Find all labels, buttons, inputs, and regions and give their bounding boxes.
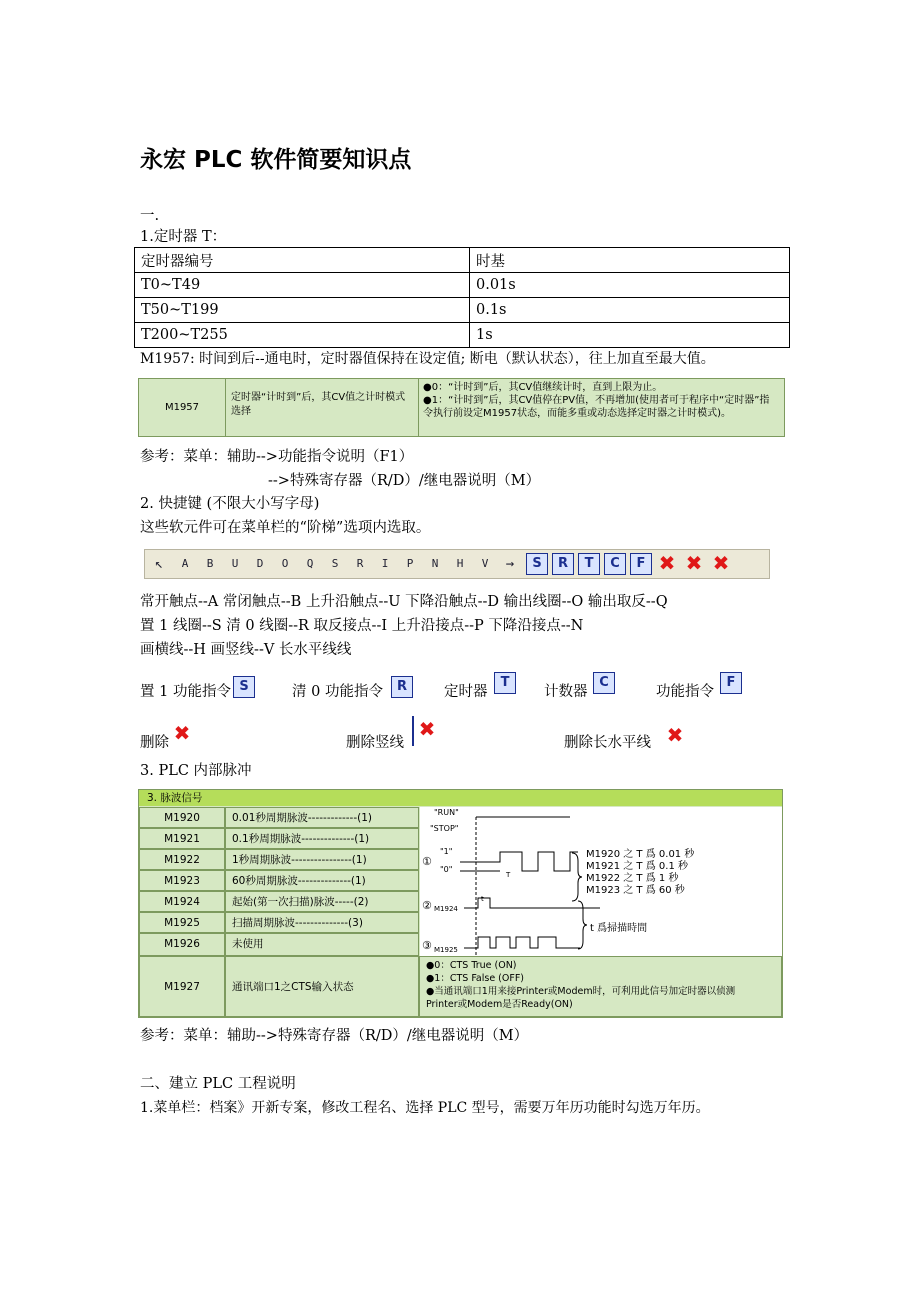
label-m1924: M1924 [434, 905, 458, 913]
m1927-opt2: ●当通讯端口1用来接Printer或Modem时，可利用此信号加定时器以侦测 [426, 986, 736, 997]
m1957-box [138, 378, 785, 437]
delete-icon[interactable]: ✖ [658, 551, 676, 575]
invert-contact-icon[interactable]: I [381, 557, 389, 570]
label-delete: 删除 [140, 735, 169, 751]
label-run: "RUN" [434, 808, 459, 817]
shortcut-line1: 常开触点--A 常闭触点--B 上升沿触点--U 下降沿触点--D 输出线圈--O 输出取反--Q [140, 594, 668, 610]
reset-function-icon: R [391, 676, 413, 698]
long-hline-icon[interactable]: → [505, 556, 515, 572]
m1957-opt0: ●0：“计时到”后，其CV值继续计时，直到上限为止。 [423, 382, 663, 393]
m1927-opt0: ●0：CTS True (ON) [426, 960, 517, 971]
contact-nc-icon[interactable]: B [206, 557, 214, 570]
counter-icon: C [593, 672, 615, 694]
table-cell: 60秒周期脉波--------------(1) [225, 870, 419, 891]
table-cell: T200~T255 [135, 323, 470, 348]
table-cell: M1925 [139, 912, 225, 933]
label-function: 功能指令 [656, 684, 714, 700]
function-icon: F [720, 672, 742, 694]
ref2: 参考：菜单：辅助-->特殊寄存器（R/D）/继电器说明（M） [140, 1028, 529, 1044]
contact-no-icon[interactable]: A [181, 557, 189, 570]
delete-vline-icon[interactable]: ✖ [685, 551, 703, 575]
label-zero: "0" [440, 865, 453, 874]
table-cell: T50~T199 [135, 298, 470, 323]
table-cell: 通讯端口1之CTS输入状态 [225, 956, 419, 1017]
timer-heading: 1.定时器 T： [140, 229, 227, 245]
ladder-toolbar [144, 549, 770, 579]
reset-function-icon[interactable]: R [552, 553, 574, 575]
section2-line1: 1.菜单栏：档案》开新专案，修改工程名、选择 PLC 型号，需要万年历功能时勾选万年历。 [140, 1100, 710, 1116]
label-one: "1" [440, 847, 453, 856]
label-reset-function: 清 0 功能指令 [292, 684, 383, 700]
m1927-opt3: Printer或Modem是否Ready(ON) [426, 999, 573, 1010]
label-delete-vline: 删除竖线 [346, 735, 404, 751]
label-delete-hline: 删除长水平线 [564, 735, 651, 751]
table-row [135, 323, 790, 348]
vline-icon[interactable]: V [481, 557, 489, 570]
hline-icon[interactable]: H [456, 557, 464, 570]
delete-vline-icon: ✖ [418, 717, 436, 741]
pulse-table-header: 3. 脉波信号 [139, 790, 782, 806]
reset-coil-icon[interactable]: R [356, 557, 364, 570]
delete-hline-icon[interactable]: ✖ [712, 551, 730, 575]
table-cell: 1s [470, 323, 790, 348]
timer-icon: T [494, 672, 516, 694]
coil-icon[interactable]: O [281, 557, 289, 570]
label-m1925: M1925 [434, 946, 458, 954]
m1927-opt1: ●1：CTS False (OFF) [426, 973, 525, 984]
period-line: M1923 之 T 爲 60 秒 [586, 885, 685, 896]
table-cell: M1926 [139, 933, 225, 956]
set-function-icon: S [233, 676, 255, 698]
falling-edge-icon[interactable]: N [431, 557, 439, 570]
divider [418, 379, 419, 436]
shortcut-desc: 这些软元件可在菜单栏的“阶梯”选项内选取。 [140, 520, 431, 536]
m1957-opt1: ●1：“计时到”后，其CV值停在PV值，不再增加(使用者可于程序中“定时器”指令执行前设定M1957状态，而能多重或动态选择定时器之计时模式)。 [423, 395, 770, 419]
delete-icon: ✖ [173, 721, 191, 745]
vline-mark [412, 716, 414, 746]
circle-3: ③ [422, 939, 432, 952]
table-header: 时基 [470, 248, 790, 273]
page-title: 永宏 PLC 软件简要知识点 [140, 147, 412, 173]
table-cell: 起始(第一次扫描)脉波-----(2) [225, 891, 419, 912]
table-cell: M1921 [139, 828, 225, 849]
table-cell: 0.01秒周期脉波-------------(1) [225, 807, 419, 828]
m1957-code: M1957 [139, 379, 226, 436]
function-icon[interactable]: F [630, 553, 652, 575]
timing-diagram [420, 807, 782, 956]
shortcut-line2: 置 1 线圈--S 清 0 线圈--R 取反接点--I 上升沿接点--P 下降沿接点--N [140, 618, 584, 634]
label-scan-t: t [481, 895, 484, 903]
table-cell: M1922 [139, 849, 225, 870]
section2-heading: 二、建立 PLC 工程说明 [140, 1076, 296, 1092]
set-function-icon[interactable]: S [526, 553, 548, 575]
label-set-function: 置 1 功能指令 [140, 684, 231, 700]
table-header: 定时器编号 [135, 248, 470, 273]
scan-time-label: t 爲掃描時間 [590, 923, 648, 934]
shortcut-line3: 画横线--H 画竖线--V 长水平线线 [140, 642, 352, 658]
section1-heading: 一. [140, 208, 160, 224]
inverted-coil-icon[interactable]: Q [306, 557, 314, 570]
circle-1: ① [422, 855, 432, 868]
shortcut-heading: 2. 快捷键 (不限大小写字母) [140, 496, 320, 512]
set-coil-icon[interactable]: S [331, 557, 339, 570]
label-period: T [506, 871, 511, 879]
timer-table [134, 247, 790, 348]
label-timer: 定时器 [444, 684, 488, 700]
m1957-text: M1957: 时间到后--通电时，定时器值保持在设定值; 断电（默认状态），往上加直至最大值。 [140, 351, 715, 367]
timer-icon[interactable]: T [578, 553, 600, 575]
table-cell: 1秒周期脉波----------------(1) [225, 849, 419, 870]
period-list [586, 849, 694, 897]
label-stop: "STOP" [430, 824, 459, 833]
table-row [135, 273, 790, 298]
ref1-line2: -->特殊寄存器（R/D）/继电器说明（M） [268, 473, 541, 489]
m1957-desc: 定时器“计时到”后，其CV值之计时模式选择 [231, 392, 406, 417]
table-cell: M1924 [139, 891, 225, 912]
table-cell: 0.1s [470, 298, 790, 323]
period-line: M1920 之 T 爲 0.01 秒 [586, 849, 695, 860]
period-line: M1921 之 T 爲 0.1 秒 [586, 861, 688, 872]
pointer-icon[interactable]: ↖ [154, 556, 164, 572]
falling-contact-icon[interactable]: D [256, 557, 264, 570]
pulse-heading: 3. PLC 内部脉冲 [140, 763, 252, 779]
table-cell: T0~T49 [135, 273, 470, 298]
counter-icon[interactable]: C [604, 553, 626, 575]
ref1-line1: 参考：菜单：辅助-->功能指令说明（F1） [140, 449, 414, 465]
table-row [135, 298, 790, 323]
delete-hline-icon: ✖ [666, 723, 684, 747]
table-cell: M1927 [139, 956, 225, 1017]
period-line: M1922 之 T 爲 1 秒 [586, 873, 679, 884]
table-cell: 未使用 [225, 933, 419, 956]
m1927-options [419, 956, 782, 1017]
label-counter: 计数器 [544, 684, 588, 700]
rising-contact-icon[interactable]: U [231, 557, 239, 570]
table-cell: 0.01s [470, 273, 790, 298]
pulse-table [138, 789, 783, 1018]
table-cell: M1920 [139, 807, 225, 828]
table-cell: M1923 [139, 870, 225, 891]
circle-2: ② [422, 899, 432, 912]
table-cell: 0.1秒周期脉波--------------(1) [225, 828, 419, 849]
table-cell: 扫描周期脉波--------------(3) [225, 912, 419, 933]
table-row [135, 248, 790, 273]
rising-edge-icon[interactable]: P [406, 557, 414, 570]
